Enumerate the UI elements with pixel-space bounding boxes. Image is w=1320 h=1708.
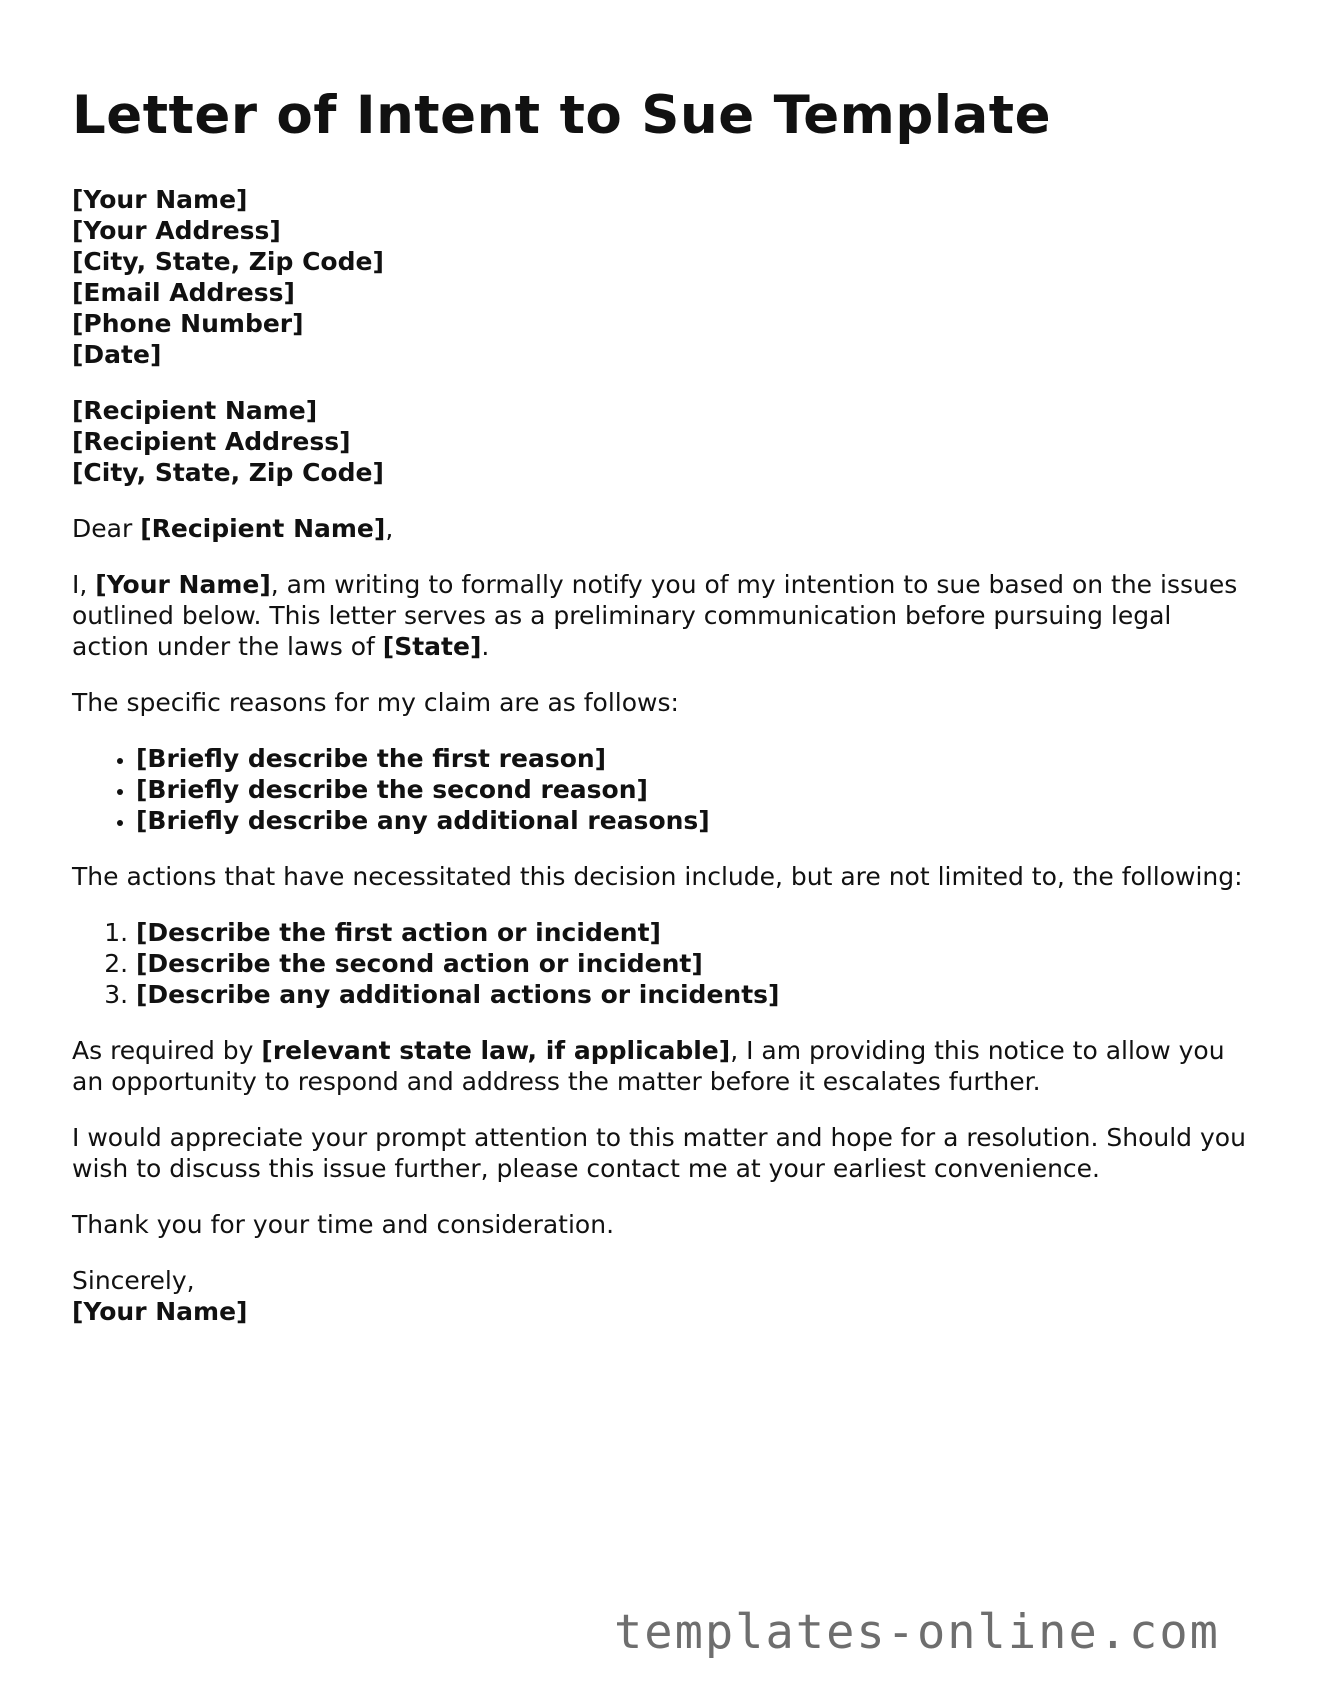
actions-lead: The actions that have necessitated this decision include, but are not limited to, the following: bbox=[72, 862, 1243, 891]
letter-document bbox=[72, 84, 1252, 1327]
closing-block bbox=[72, 1265, 1252, 1327]
intro-state: [State] bbox=[382, 632, 482, 661]
action-item: 2. [Describe the second action or incident] bbox=[136, 948, 1252, 979]
appreciation-paragraph: I would appreciate your prompt attention to this matter and hope for a resolution. Should you wish to discuss this issue further, please contact me at your earliest convenience. bbox=[72, 1123, 1246, 1183]
reasons-lead: The specific reasons for my claim are as follows: bbox=[72, 688, 679, 717]
salutation-name: [Recipient Name] bbox=[140, 514, 386, 543]
action-item: 3. [Describe any additional actions or incidents] bbox=[136, 979, 1252, 1010]
thanks-paragraph: Thank you for your time and consideration. bbox=[72, 1210, 615, 1239]
recipient-city-state-zip: [City, State, Zip Code] bbox=[72, 458, 384, 487]
document-title: Letter of Intent to Sue Template bbox=[72, 85, 1052, 146]
sender-city-state-zip: [City, State, Zip Code] bbox=[72, 247, 384, 276]
reason-item: • [Briefly describe the second reason] bbox=[136, 774, 1252, 805]
intro-text-2: , am writing to formally notify you of my intention to sue based on the issues outlined below. This letter serves as a preliminary communication before pursuing legal action under the laws of bbox=[72, 570, 1238, 661]
valediction: Sincerely, bbox=[72, 1266, 195, 1295]
intro-text-3: . bbox=[481, 632, 490, 661]
sender-name: [Your Name] bbox=[72, 185, 248, 214]
sender-block bbox=[72, 184, 1252, 370]
intro-text-1: I, bbox=[72, 570, 96, 599]
reason-item: • [Briefly describe the first reason] bbox=[136, 743, 1252, 774]
notice-law: [relevant state law, if applicable] bbox=[261, 1036, 731, 1065]
recipient-block bbox=[72, 395, 1252, 488]
reason-item: • [Briefly describe any additional reasons] bbox=[136, 805, 1252, 836]
action-item: 1. [Describe the first action or incident] bbox=[136, 917, 1252, 948]
sender-date: [Date] bbox=[72, 340, 162, 369]
sender-email: [Email Address] bbox=[72, 278, 295, 307]
recipient-name: [Recipient Name] bbox=[72, 396, 318, 425]
notice-paragraph bbox=[72, 1035, 1252, 1097]
intro-your-name: [Your Name] bbox=[95, 570, 271, 599]
notice-text-2: , I am providing this notice to allow you an opportunity to respond and address the matter before it escalates further. bbox=[72, 1036, 1225, 1096]
watermark-text: templates-online.com bbox=[614, 1605, 1220, 1660]
sender-phone: [Phone Number] bbox=[72, 309, 304, 338]
intro-paragraph bbox=[72, 569, 1252, 662]
sender-address: [Your Address] bbox=[72, 216, 281, 245]
salutation-suffix: , bbox=[385, 514, 394, 543]
actions-list bbox=[72, 917, 1252, 1010]
salutation-prefix: Dear bbox=[72, 514, 141, 543]
notice-text-1: As required by bbox=[72, 1036, 262, 1065]
signature-name: [Your Name] bbox=[72, 1297, 248, 1326]
recipient-address: [Recipient Address] bbox=[72, 427, 351, 456]
salutation bbox=[72, 513, 1252, 544]
reasons-list bbox=[72, 743, 1252, 836]
